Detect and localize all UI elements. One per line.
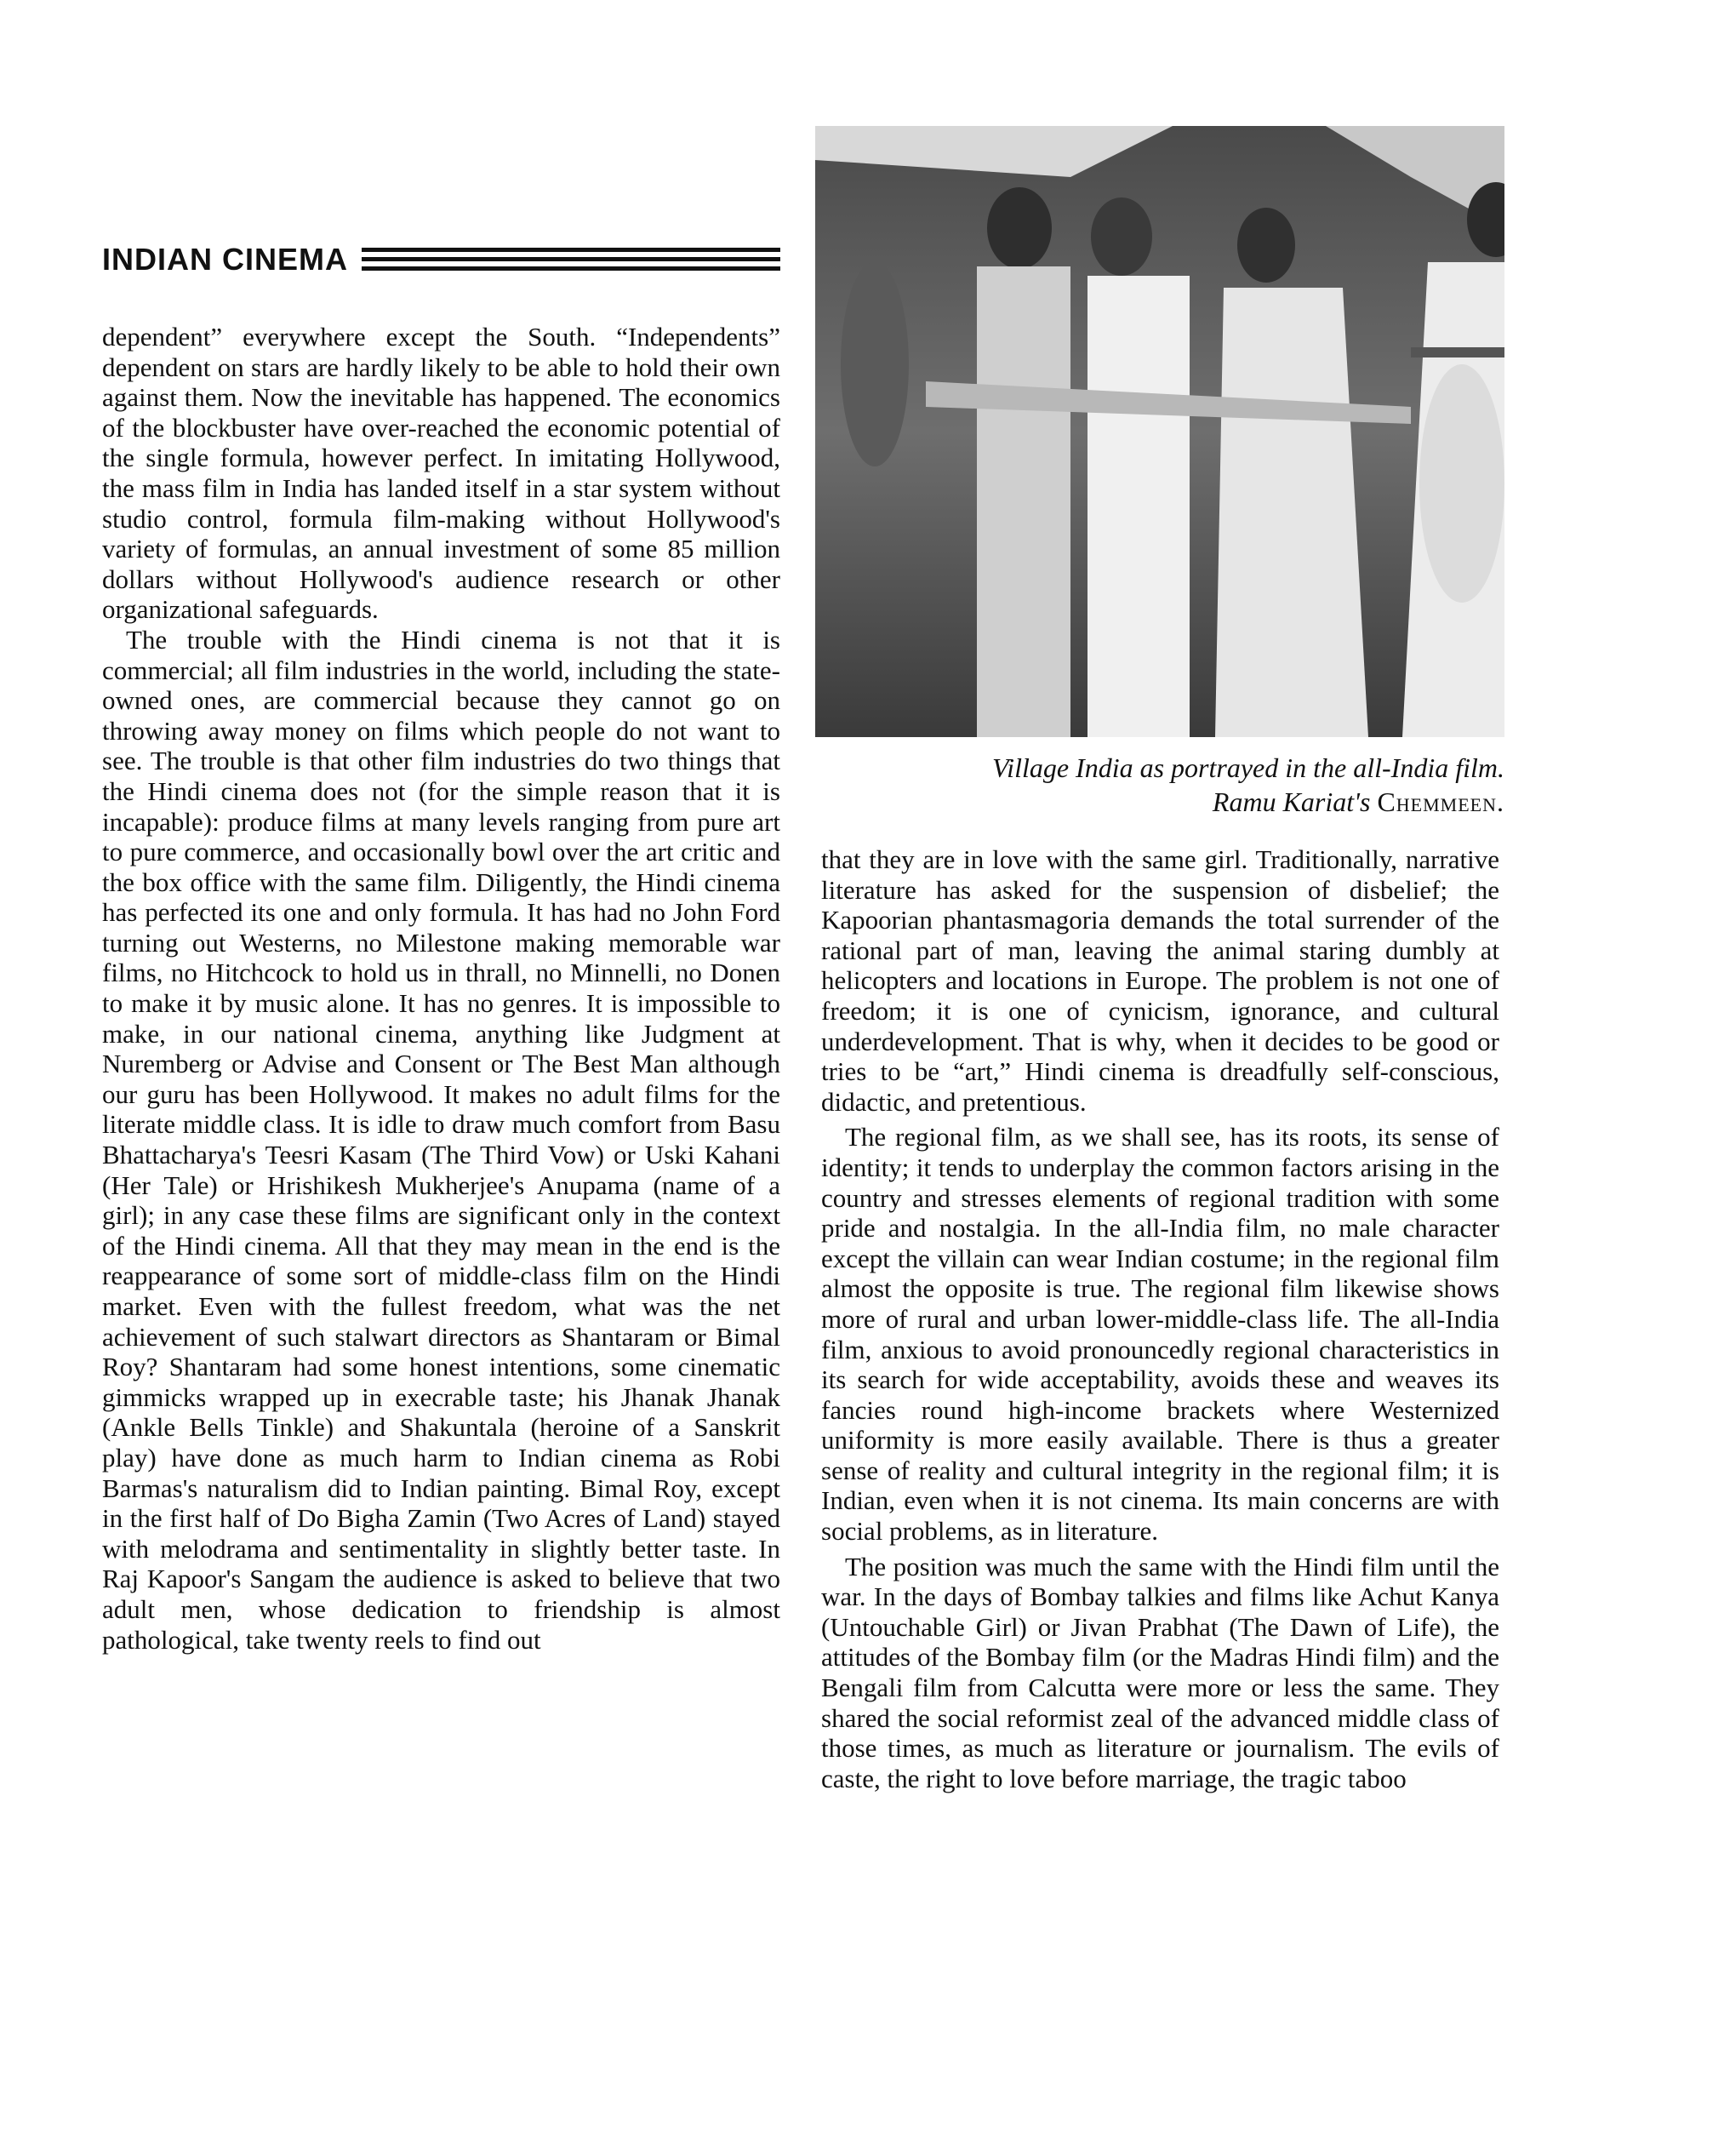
caption-line-1: Village India as portrayed in the all-India film. [992, 752, 1504, 783]
right-column [821, 844, 1499, 1793]
left-paragraph-1: dependent” everywhere except the South. “Independents” dependent on stars are hardly likely to be able to hold their own against them. Now the inevitable has happened. The economics of the blockbuster have over-reached the economic potential of the single formula, however perfect. In imitating Hollywood, the mass film in India has landed itself in a star system without studio control, formula film-making without Hollywood's variety of formulas, an annual investment of some 85 million dollars without Hollywood's audience research or other organizational safeguards. [102, 322, 780, 625]
left-column [102, 322, 780, 1655]
section-header [102, 241, 780, 278]
photo-caption [815, 751, 1504, 819]
film-still-photo [815, 126, 1504, 737]
section-title: INDIAN CINEMA [102, 242, 348, 277]
header-rule [362, 246, 780, 273]
right-paragraph-2: The regional film, as we shall see, has its roots, its sense of identity; it tends to underplay the common factors arising in the country and stresses elements of regional tradition with some pride and nostalgia. In the all-India film, no male character except the villain can wear Indian costume; in the regional film almost the opposite is true. The regional film likewise shows more of rural and urban lower-middle-class life. The all-India film, anxious to avoid pronouncedly regional characteristics in its search for wide acceptability, avoids these and weaves its fancies round high-income brackets where Westernized uniformity is more easily available. There is thus a greater sense of reality and cultural integrity in the regional film; it is Indian, even when it is not cinema. Its main concerns are with social problems, as in literature. [821, 1122, 1499, 1547]
caption-film-title: Chemmeen. [1377, 786, 1504, 817]
right-paragraph-3: The position was much the same with the Hindi film until the war. In the days of Bombay talkies and films like Achut Kanya (Untouchable Girl) or Jivan Prabhat (The Dawn of Life), the attitudes of the Bombay film (or the Madras Hindi film) and the Bengali film from Calcutta were more or less the same. They shared the social reformist zeal of the advanced middle class of those times, as much as literature or journalism. The evils of caste, the right to love before marriage, the tragic taboo [821, 1551, 1499, 1793]
left-paragraph-2: The trouble with the Hindi cinema is not that it is commercial; all film industries in the world, including the state-owned ones, are commercial because they cannot go on throwing away money on films which people do not want to see. The trouble is that other film industries do two things that the Hindi cinema does not (for the simple reason that it is incapable): produce films at many levels ranging from pure art to pure commerce, and occasionally bowl over the art critic and the box office with the same film. Diligently, the Hindi cinema has perfected its one and only formula. It has had no John Ford turning out Westerns, no Milestone making memorable war films, no Hitchcock to hold us in thrall, no Minnelli, no Donen to make it by music alone. It has no genres. It is impossible to make, in our national cinema, anything like Judgment at Nuremberg or Advise and Consent or The Best Man although our guru has been Hollywood. It makes no adult films for the literate middle class. It is idle to draw much comfort from Basu Bhattacharya's Teesri Kasam (The Third Vow) or Uski Kahani (Her Tale) or Hrishikesh Mukherjee's Anupama (name of a girl); in any case these films are significant only in the context of the Hindi cinema. All that they may mean in the end is the reappearance of some sort of middle-class film on the Hindi market. Even with the fullest freedom, what was the net achievement of such stalwart directors as Shantaram or Bimal Roy? Shantaram had some honest intentions, some cinematic gimmicks wrapped up in execrable taste; his Jhanak Jhanak (Ankle Bells Tinkle) and Shakuntala (heroine of a Sanskrit play) have done as much harm to Indian cinema as Robi Barmas's naturalism did to Indian painting. Bimal Roy, except in the first half of Do Bigha Zamin (Two Acres of Land) stayed with melodrama and sentimentality in slightly better taste. In Raj Kapoor's Sangam the audience is asked to believe that two adult men, whose dedication to friendship is almost pathological, take twenty reels to find out [102, 624, 780, 1655]
right-paragraph-1: that they are in love with the same girl. Traditionally, narrative literature has asked for the suspension of disbelief; the Kapoorian phantasmagoria demands the total surrender of the rational part of man, leaving the animal staring dumbly at helicopters and locations in Europe. The problem is not one of freedom; it is one of cynicism, ignorance, and cultural underdevelopment. That is why, when it decides to be good or tries to be “art,” Hindi cinema is dreadfully self-conscious, didactic, and pretentious. [821, 844, 1499, 1117]
caption-line-2 [815, 785, 1504, 819]
caption-credit: Ramu Kariat's [1212, 786, 1378, 817]
photo-image [815, 126, 1504, 737]
